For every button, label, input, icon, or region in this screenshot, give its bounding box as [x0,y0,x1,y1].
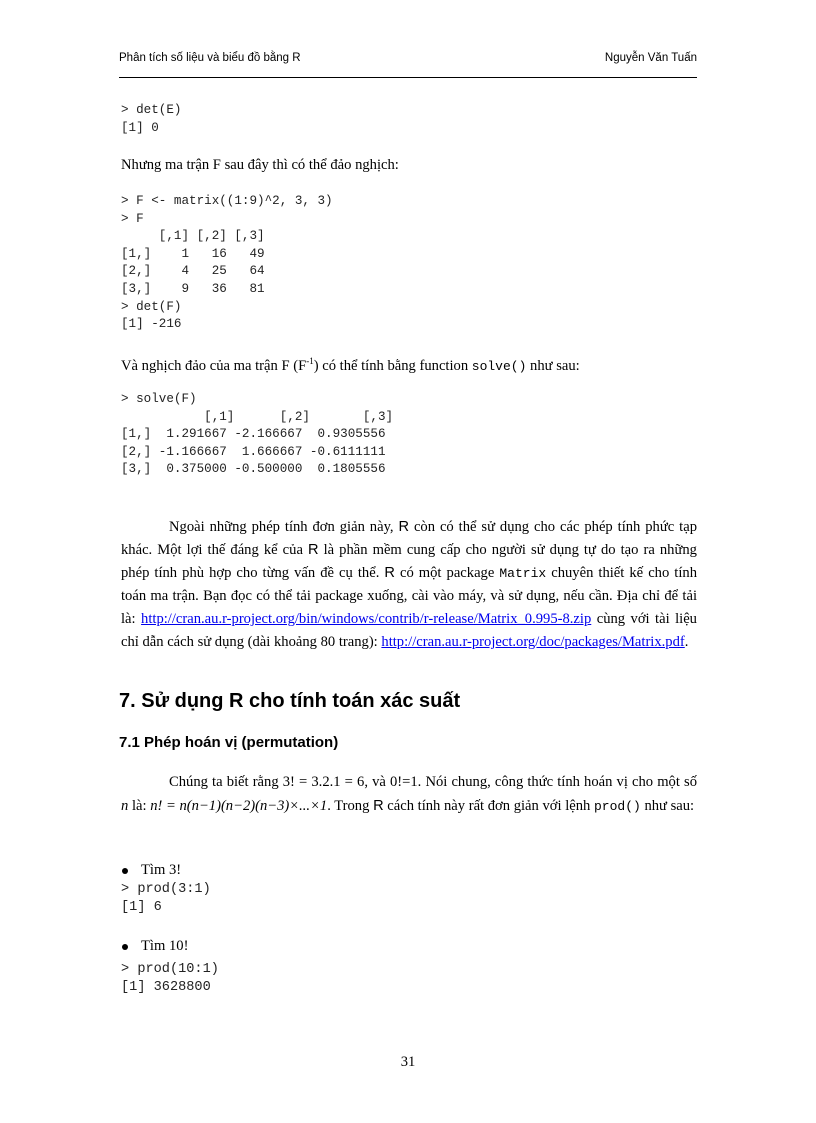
text-solve-before: Và nghịch đảo của ma trận F (F [121,357,307,374]
para1-text-6: cùng với tài liệu chỉ dẫn cách sử dụng (dài khoảng 80 trang): [121,611,697,650]
para1-code-matrix: Matrix [499,565,547,581]
bullet-item-3 [121,862,181,879]
para1-r-1: R [398,519,410,535]
bullet-item-10 [121,938,188,955]
bullet-label-3: Tìm 3! [141,862,182,878]
header-rule [119,77,697,78]
paragraph-matrix-package [121,516,697,654]
para1-text-4: có một package [394,564,500,581]
para2-code-prod: prod() [593,799,641,814]
text-solve-intro [121,352,580,376]
para2-text-1: Chúng ta biết rằng 3! = 3.2.1 = 6, và 0!=1. Nói chung, công thức tính hoán vị cho một số [169,774,697,790]
para2-r: R [373,798,384,814]
bullet-dot-icon [122,944,128,950]
para1-text-5: chuyên thiết kế cho tính toán ma trận. Bạn đọc có thể tải package xuống, cài vào máy, và sử dụng, nếu cần. Địa chỉ để tải là: [121,564,698,628]
header-author: Nguyễn Văn Tuấn [604,52,697,64]
matrix-zip-link[interactable]: http://cran.au.r-project.org/bin/windows/contrib/r-release/Matrix_0.995-8.zip [141,611,592,628]
para2-var-n: n [121,798,129,814]
section-heading-7: 7. Sử dụng R cho tính toán xác suất [119,690,461,712]
code-block-det-e: > det(E) [1] 0 [121,103,182,135]
para2-text-4: cách tính này rất đơn giản với lệnh [383,798,594,814]
para2-text-2: là: [128,798,151,814]
para2-text-5: như sau: [640,798,695,814]
code-block-matrix-f: > F <- matrix((1:9)^2, 3, 3) > F [,1] [,2] [,3] [1,] 1 16 49 [2,] 4 25 64 [3,] 9 36 81 > det(F) [1] -216 [121,194,333,332]
code-block-prod-10: > prod(10:1) [1] 3628800 [121,962,219,995]
text-inverse-intro: Nhưng ma trận F sau đây thì có thể đảo nghịch: [121,157,399,173]
para1-r-3: R [384,564,395,581]
text-solve-middle: ) có thể tính bằng function [313,357,472,374]
text-solve-after: như sau: [526,357,580,374]
text-solve-code: solve() [471,358,527,374]
paragraph-permutation [121,770,697,819]
page-header [119,50,697,72]
code-block-solve: > solve(F) [,1] [,2] [,3] [1,] 1.291667 -2.166667 0.9305556 [2,] -1.166667 1.666667 -0.6111111 [3,] 0.375000 -0.500000 0.1805556 [121,392,394,477]
matrix-pdf-link[interactable]: http://cran.au.r-project.org/doc/packages/Matrix.pdf [381,633,685,650]
bullet-label-10: Tìm 10! [141,938,189,954]
para1-text-3: là phần mềm cung cấp cho người sử dụng tự do tạo ra những phép tính phù hợp cho từng vấn đề cụ thể. [121,541,697,581]
bullet-dot-icon [122,868,128,874]
code-block-prod-3: > prod(3:1) [1] 6 [121,882,211,915]
header-title: Phân tích số liệu và biểu đồ bằng R [119,52,301,64]
para1-text-7: . [684,633,689,650]
para1-text-1: Ngoài những phép tính đơn giản này, [169,519,399,535]
para1-r-2: R [307,541,319,558]
text-solve-sup: -1 [306,356,314,366]
page-number: 31 [400,1054,416,1070]
factorial-formula: n! = n(n−1)(n−2)(n−3)×...×1 [150,798,328,814]
para2-text-3: . Trong [327,798,374,814]
subsection-heading-7-1: 7.1 Phép hoán vị (permutation) [119,734,339,751]
para1-text-2: còn có thể sử dụng cho các phép tính phức tạp khác. Một lợi thế đáng kể của [121,519,697,558]
